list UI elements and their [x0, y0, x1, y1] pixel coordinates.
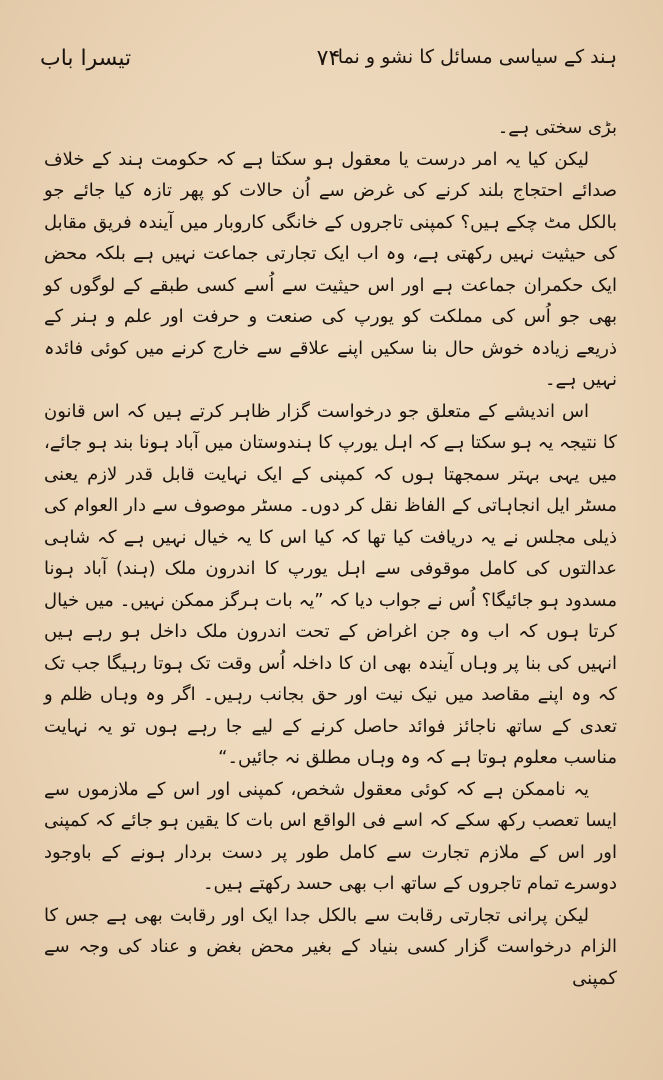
paragraph: یہ ناممکن ہے کہ کوئی معقول شخص، کمپنی اور اس کے ملازموں سے ایسا تعصب رکھ سکے کہ اسے فی الواقع اس بات کا یقین ہو جائے کہ کمپنی اور اس کے ملازم تجارت سے کامل طور پر دست بردار ہونے کے باوجود دوسرے تمام تاجروں کے ساتھ اب بھی حسد رکھتے ہیں۔: [44, 778, 617, 894]
page-number: ۷۴: [316, 46, 341, 71]
chapter-title: تیسرا باب: [40, 46, 132, 71]
book-title: ہند کے سیاسی مسائل کا نشو و نما: [337, 46, 617, 68]
paragraph: لیکن کیا یہ امر درست یا معقول ہو سکتا ہے کہ حکومت ہند کے خلاف صدائے احتجاج بلند کرنے کی غرض سے اُن حالات کو پھر تازہ کیا جائے جو بالکل مٹ چکے ہیں؟ کمپنی تاجروں کے خانگی کاروبار میں آیندہ فریق مقابل کی حیثیت نہیں رکھتی ہے، وہ اب ایک تجارتی جماعت نہیں ہے بلکہ محض ایک حکمران جماعت ہے اور اس حیثیت سے اُسے کسی طبقے کے لوگوں کو بھی جو اُس کی مملکت کو یورپ کی صنعت و حرفت اور علم و ہنر کے ذریعے زیادہ خوش حال بنا سکیں اپنے علاقے سے خارج کرنے میں کوئی فائدہ نہیں ہے۔: [44, 148, 617, 390]
body-text: [44, 112, 617, 994]
paragraph: اس اندیشے کے متعلق جو درخواست گزار ظاہر کرتے ہیں کہ اس قانون کا نتیجہ یہ ہو سکتا ہے کہ اہل یورپ کا ہندوستان میں آباد ہونا بند ہو جائے، میں یہی بہتر سمجھتا ہوں کہ کمپنی کے ایک نہایت قابل قدر لازم یعنی مسٹر ایل انجاہاتی کے الفاظ نقل کر دوں۔ مسٹر موصوف سے دار العوام کی ذیلی مجلس نے یہ دریافت کیا تھا کہ کیا اس کا یہ خیال نہیں ہے کہ شاہی عدالتوں کی کامل موقوفی سے اہل یورپ کا اندرون ملک (ہند) آباد ہونا مسدود ہو جائیگا؟ اُس نے جواب دیا کہ ”یہ بات ہرگز ممکن نہیں۔ میں خیال کرتا ہوں کہ اب وہ جن اغراض کے تحت اندرون ملک داخل ہو رہے ہیں انہیں کی بنا پر وہاں آیندہ بھی ان کا داخلہ اُس وقت تک ہوتا رہیگا جب تک کہ وہ اپنے مقاصد میں نیک نیت اور حق بجانب رہیں۔ اگر وہ وہاں ظلم و تعدی کے ساتھ ناجائز فوائد حاصل کرنے کے لیے جا رہے ہوں تو یہ نہایت مناسب معلوم ہوتا ہے کہ وہ وہاں مطلق نہ جائیں۔“: [44, 400, 617, 768]
paragraph: لیکن پرانی تجارتی رقابت سے بالکل جدا ایک اور رقابت بھی ہے جس کا الزام درخواست گزار کسی بنیاد کے بغیر محض بغض و عناد کی وجہ سے کمپنی: [44, 904, 617, 989]
running-head: [40, 46, 617, 90]
paragraph-continuation: بڑی سختی ہے۔: [497, 117, 617, 138]
